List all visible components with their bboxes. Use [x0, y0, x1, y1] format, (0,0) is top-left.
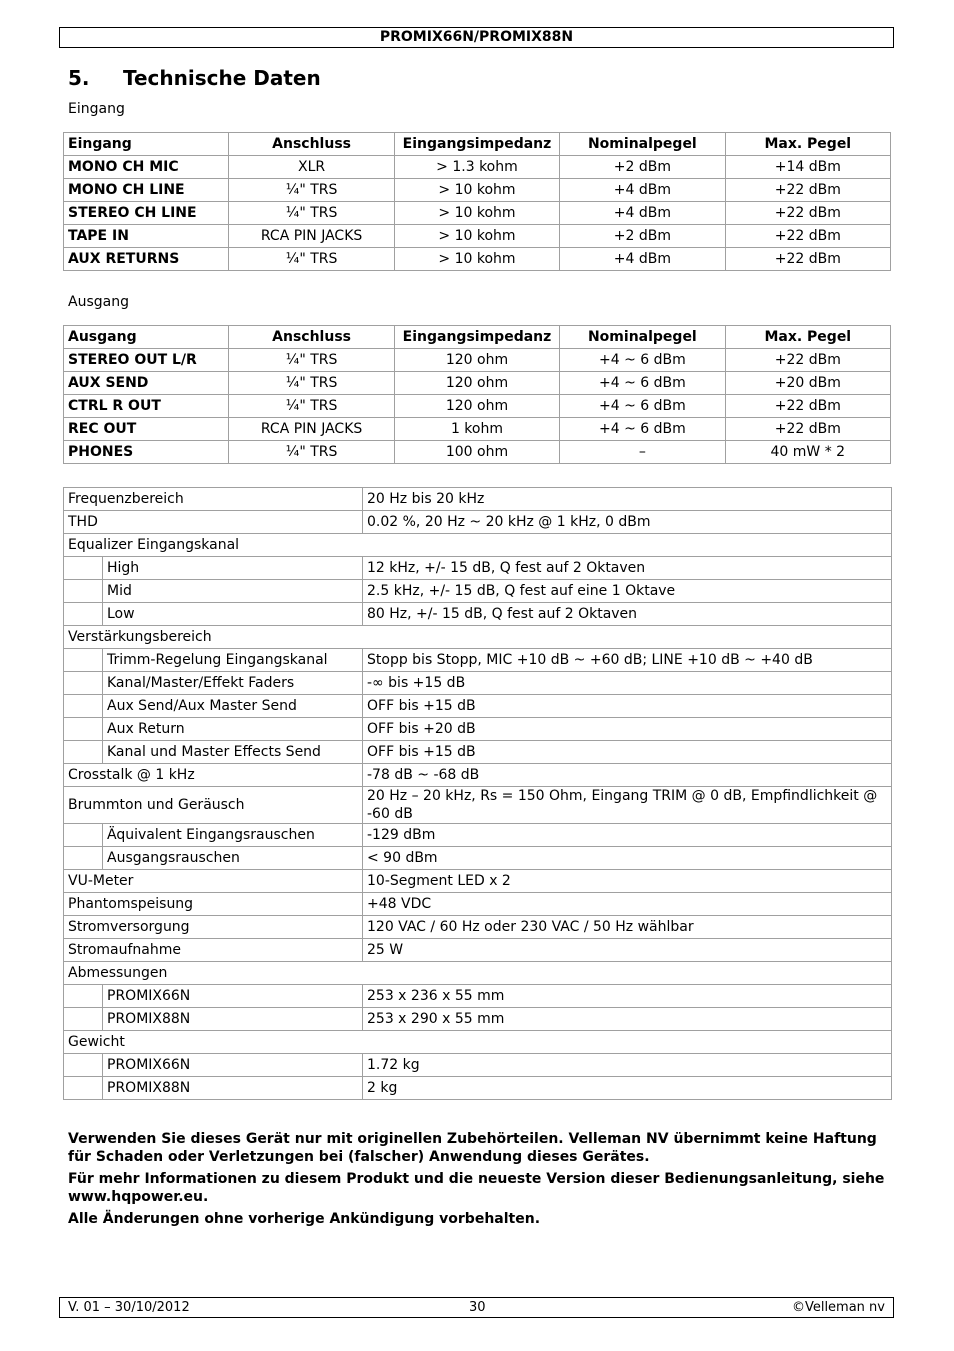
spec-indent-cell — [64, 824, 103, 847]
spec-row — [64, 488, 892, 511]
spec-value: 253 x 290 x 55 mm — [363, 1008, 892, 1031]
note-changes: Alle Änderungen ohne vorherige Ankündigung vorbehalten. — [68, 1211, 541, 1227]
table-cell: 40 mW * 2 — [725, 441, 890, 464]
table-cell: ¼" TRS — [229, 202, 394, 225]
table-cell: 120 ohm — [394, 349, 559, 372]
spec-row — [64, 649, 892, 672]
output-column-header: Eingangsimpedanz — [394, 326, 559, 349]
input-label: Eingang — [68, 101, 125, 117]
spec-row — [64, 1031, 892, 1054]
section-heading — [68, 66, 321, 90]
table-row — [64, 179, 891, 202]
table-cell: +2 dBm — [560, 225, 725, 248]
table-cell: PHONES — [64, 441, 229, 464]
output-header-row — [64, 326, 891, 349]
table-cell: ¼" TRS — [229, 441, 394, 464]
spec-row — [64, 847, 892, 870]
table-cell: STEREO CH LINE — [64, 202, 229, 225]
spec-label: Verstärkungsbereich — [64, 626, 892, 649]
table-row — [64, 441, 891, 464]
table-cell: > 10 kohm — [394, 225, 559, 248]
output-column-header: Max. Pegel — [725, 326, 890, 349]
spec-value: 80 Hz, +/- 15 dB, Q fest auf 2 Oktaven — [363, 603, 892, 626]
spec-row — [64, 939, 892, 962]
table-cell: +20 dBm — [725, 372, 890, 395]
spec-row — [64, 695, 892, 718]
table-cell: ¼" TRS — [229, 179, 394, 202]
spec-value: 20 Hz – 20 kHz, Rs = 150 Ohm, Eingang TRIM @ 0 dB, Empfindlichkeit @ -60 dB — [363, 787, 892, 824]
spec-row — [64, 870, 892, 893]
table-cell: TAPE IN — [64, 225, 229, 248]
spec-label: VU-Meter — [64, 870, 363, 893]
spec-value: OFF bis +20 dB — [363, 718, 892, 741]
table-row — [64, 372, 891, 395]
table-cell: ¼" TRS — [229, 349, 394, 372]
spec-row — [64, 824, 892, 847]
table-cell: – — [560, 441, 725, 464]
table-cell: +4 dBm — [560, 202, 725, 225]
table-cell: RCA PIN JACKS — [229, 418, 394, 441]
section-number: 5. — [68, 66, 90, 90]
page-footer — [59, 1297, 894, 1318]
input-column-header: Anschluss — [229, 133, 394, 156]
spec-sublabel: Ausgangsrauschen — [103, 847, 363, 870]
output-column-header: Anschluss — [229, 326, 394, 349]
spec-label: Frequenzbereich — [64, 488, 363, 511]
table-row — [64, 156, 891, 179]
table-cell: AUX SEND — [64, 372, 229, 395]
spec-label: Phantomspeisung — [64, 893, 363, 916]
table-cell: > 10 kohm — [394, 179, 559, 202]
output-column-header: Nominalpegel — [560, 326, 725, 349]
table-cell: +4 dBm — [560, 179, 725, 202]
table-row — [64, 202, 891, 225]
spec-row — [64, 985, 892, 1008]
table-cell: > 10 kohm — [394, 202, 559, 225]
spec-label: Crosstalk @ 1 kHz — [64, 764, 363, 787]
spec-value: +48 VDC — [363, 893, 892, 916]
spec-value: < 90 dBm — [363, 847, 892, 870]
table-cell: +4 ~ 6 dBm — [560, 349, 725, 372]
spec-sublabel: Mid — [103, 580, 363, 603]
table-cell: +22 dBm — [725, 202, 890, 225]
input-column-header: Nominalpegel — [560, 133, 725, 156]
spec-indent-cell — [64, 580, 103, 603]
spec-label: Brummton und Geräusch — [64, 787, 363, 824]
spec-sublabel: PROMIX66N — [103, 985, 363, 1008]
header-title: PROMIX66N/PROMIX88N — [379, 29, 574, 45]
footer-version: V. 01 – 30/10/2012 — [68, 1300, 190, 1315]
input-header-row — [64, 133, 891, 156]
output-column-header: Ausgang — [64, 326, 229, 349]
page-header — [59, 27, 894, 48]
input-column-header: Eingang — [64, 133, 229, 156]
spec-indent-cell — [64, 1008, 103, 1031]
table-cell: MONO CH LINE — [64, 179, 229, 202]
spec-indent-cell — [64, 695, 103, 718]
spec-value: 2 kg — [363, 1077, 892, 1100]
input-column-header: Eingangsimpedanz — [394, 133, 559, 156]
table-cell: > 10 kohm — [394, 248, 559, 271]
table-cell: +4 ~ 6 dBm — [560, 395, 725, 418]
spec-value: -129 dBm — [363, 824, 892, 847]
spec-row — [64, 787, 892, 824]
spec-row — [64, 626, 892, 649]
spec-sublabel: Kanal und Master Effects Send — [103, 741, 363, 764]
table-cell: 120 ohm — [394, 395, 559, 418]
spec-indent-cell — [64, 603, 103, 626]
input-table — [63, 132, 891, 271]
spec-label: Equalizer Eingangskanal — [64, 534, 892, 557]
spec-value: Stopp bis Stopp, MIC +10 dB ~ +60 dB; LINE +10 dB ~ +40 dB — [363, 649, 892, 672]
table-cell: AUX RETURNS — [64, 248, 229, 271]
spec-indent-cell — [64, 557, 103, 580]
spec-indent-cell — [64, 985, 103, 1008]
spec-value: 12 kHz, +/- 15 dB, Q fest auf 2 Oktaven — [363, 557, 892, 580]
spec-label: THD — [64, 511, 363, 534]
spec-row — [64, 718, 892, 741]
spec-row — [64, 603, 892, 626]
output-label: Ausgang — [68, 294, 129, 310]
spec-sublabel: Kanal/Master/Effekt Faders — [103, 672, 363, 695]
table-cell: +22 dBm — [725, 225, 890, 248]
spec-row — [64, 534, 892, 557]
table-cell: MONO CH MIC — [64, 156, 229, 179]
table-cell: > 1.3 kohm — [394, 156, 559, 179]
table-cell: +2 dBm — [560, 156, 725, 179]
spec-value: 20 Hz bis 20 kHz — [363, 488, 892, 511]
note-info: Für mehr Informationen zu diesem Produkt und die neueste Version dieser Bedienungsanleitung, siehe www.hqpower.eu. — [68, 1171, 885, 1205]
table-cell: CTRL R OUT — [64, 395, 229, 418]
spec-row — [64, 511, 892, 534]
spec-indent-cell — [64, 672, 103, 695]
table-cell: XLR — [229, 156, 394, 179]
table-cell: +22 dBm — [725, 395, 890, 418]
spec-value: 25 W — [363, 939, 892, 962]
footer-copyright: ©Velleman nv — [791, 1300, 885, 1315]
table-cell: REC OUT — [64, 418, 229, 441]
note-warranty: Verwenden Sie dieses Gerät nur mit originellen Zubehörteilen. Velleman NV übernimmt keine Haftung für Schaden oder Verletzungen bei (falscher) Anwendung dieses Gerätes. — [68, 1131, 877, 1165]
spec-sublabel: PROMIX66N — [103, 1054, 363, 1077]
table-cell: ¼" TRS — [229, 395, 394, 418]
spec-row — [64, 580, 892, 603]
spec-row — [64, 962, 892, 985]
spec-label: Stromaufnahme — [64, 939, 363, 962]
spec-sublabel: Aux Send/Aux Master Send — [103, 695, 363, 718]
spec-indent-cell — [64, 718, 103, 741]
table-cell: +4 dBm — [560, 248, 725, 271]
table-row — [64, 349, 891, 372]
table-cell: +22 dBm — [725, 349, 890, 372]
notes — [68, 1130, 888, 1232]
table-cell: +4 ~ 6 dBm — [560, 372, 725, 395]
spec-value: OFF bis +15 dB — [363, 741, 892, 764]
footer-page-number: 30 — [469, 1300, 486, 1315]
spec-indent-cell — [64, 847, 103, 870]
spec-sublabel: PROMIX88N — [103, 1008, 363, 1031]
spec-sublabel: Trimm-Regelung Eingangskanal — [103, 649, 363, 672]
spec-sublabel: PROMIX88N — [103, 1077, 363, 1100]
spec-indent-cell — [64, 1054, 103, 1077]
spec-row — [64, 1054, 892, 1077]
spec-sublabel: Low — [103, 603, 363, 626]
spec-row — [64, 893, 892, 916]
spec-value: 0.02 %, 20 Hz ~ 20 kHz @ 1 kHz, 0 dBm — [363, 511, 892, 534]
spec-label: Stromversorgung — [64, 916, 363, 939]
spec-indent-cell — [64, 741, 103, 764]
spec-sublabel: Aux Return — [103, 718, 363, 741]
spec-table — [63, 487, 892, 1100]
table-cell: RCA PIN JACKS — [229, 225, 394, 248]
input-column-header: Max. Pegel — [725, 133, 890, 156]
table-cell: +22 dBm — [725, 418, 890, 441]
table-cell: STEREO OUT L/R — [64, 349, 229, 372]
table-cell: +4 ~ 6 dBm — [560, 418, 725, 441]
spec-row — [64, 741, 892, 764]
table-cell: +14 dBm — [725, 156, 890, 179]
output-table — [63, 325, 891, 464]
spec-value: 1.72 kg — [363, 1054, 892, 1077]
spec-row — [64, 764, 892, 787]
spec-row — [64, 1008, 892, 1031]
spec-sublabel: Äquivalent Eingangsrauschen — [103, 824, 363, 847]
spec-value: 120 VAC / 60 Hz oder 230 VAC / 50 Hz wählbar — [363, 916, 892, 939]
spec-row — [64, 672, 892, 695]
spec-value: 2.5 kHz, +/- 15 dB, Q fest auf eine 1 Oktave — [363, 580, 892, 603]
spec-value: -∞ bis +15 dB — [363, 672, 892, 695]
table-cell: +22 dBm — [725, 179, 890, 202]
spec-label: Abmessungen — [64, 962, 892, 985]
table-row — [64, 395, 891, 418]
section-title: Technische Daten — [123, 66, 321, 90]
table-cell: 120 ohm — [394, 372, 559, 395]
table-cell: +22 dBm — [725, 248, 890, 271]
spec-indent-cell — [64, 1077, 103, 1100]
spec-value: 253 x 236 x 55 mm — [363, 985, 892, 1008]
spec-row — [64, 557, 892, 580]
spec-value: OFF bis +15 dB — [363, 695, 892, 718]
spec-label: Gewicht — [64, 1031, 892, 1054]
spec-value: 10-Segment LED x 2 — [363, 870, 892, 893]
spec-sublabel: High — [103, 557, 363, 580]
table-cell: 1 kohm — [394, 418, 559, 441]
spec-row — [64, 916, 892, 939]
table-cell: 100 ohm — [394, 441, 559, 464]
spec-row — [64, 1077, 892, 1100]
table-row — [64, 418, 891, 441]
table-cell: ¼" TRS — [229, 248, 394, 271]
spec-value: -78 dB ~ -68 dB — [363, 764, 892, 787]
table-cell: ¼" TRS — [229, 372, 394, 395]
spec-indent-cell — [64, 649, 103, 672]
table-row — [64, 248, 891, 271]
table-row — [64, 225, 891, 248]
